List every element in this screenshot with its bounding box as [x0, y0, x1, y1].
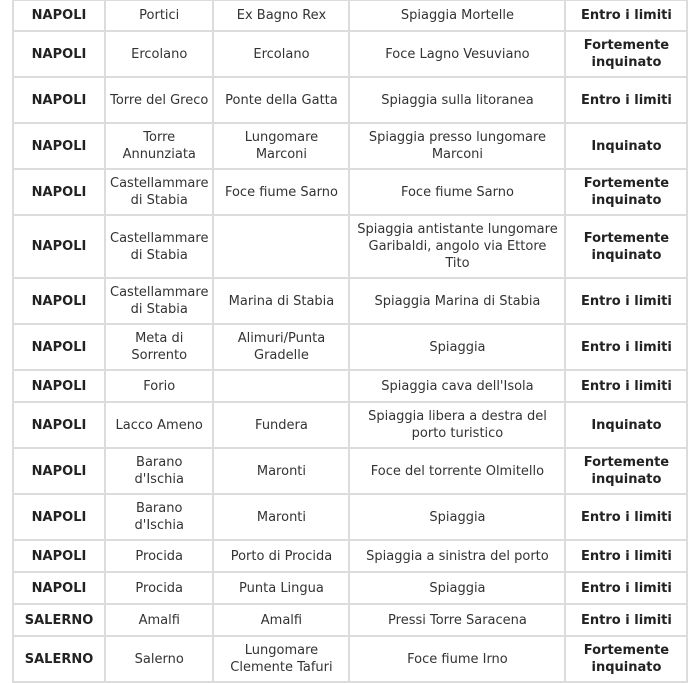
- cell-esito: Fortemente inquinato: [565, 636, 687, 682]
- cell-provincia: NAPOLI: [13, 402, 105, 448]
- cell-punto-prelievo: Spiaggia cava dell'Isola: [349, 370, 565, 402]
- table-row: [13, 448, 687, 494]
- cell-localita: Foce fiume Sarno: [213, 169, 349, 215]
- cell-localita: Ex Bagno Rex: [213, 0, 349, 31]
- cell-comune: Torre Annunziata: [105, 123, 213, 169]
- cell-localita: Maronti: [213, 494, 349, 540]
- cell-punto-prelievo: Spiaggia Mortelle: [349, 0, 565, 31]
- cell-localita: Lungomare Clemente Tafuri: [213, 636, 349, 682]
- cell-localita: Amalfi: [213, 604, 349, 636]
- cell-esito: Inquinato: [565, 123, 687, 169]
- cell-esito: Entro i limiti: [565, 0, 687, 31]
- table-row: [13, 77, 687, 123]
- cell-comune: Forio: [105, 370, 213, 402]
- cell-comune: Castellammare di Stabia: [105, 278, 213, 324]
- cell-comune: Meta di Sorrento: [105, 324, 213, 370]
- cell-comune: Salerno: [105, 636, 213, 682]
- cell-comune: Lacco Ameno: [105, 402, 213, 448]
- table-row: [13, 572, 687, 604]
- cell-punto-prelievo: Foce fiume Sarno: [349, 169, 565, 215]
- table-row: [13, 0, 687, 31]
- cell-esito: Entro i limiti: [565, 324, 687, 370]
- water-quality-table: [12, 0, 688, 683]
- cell-provincia: NAPOLI: [13, 77, 105, 123]
- table-row: [13, 123, 687, 169]
- cell-provincia: NAPOLI: [13, 123, 105, 169]
- cell-provincia: NAPOLI: [13, 0, 105, 31]
- cell-provincia: NAPOLI: [13, 324, 105, 370]
- cell-localita: Punta Lingua: [213, 572, 349, 604]
- table-row: [13, 278, 687, 324]
- table-row: [13, 370, 687, 402]
- cell-esito: Entro i limiti: [565, 494, 687, 540]
- cell-esito: Entro i limiti: [565, 540, 687, 572]
- cell-comune: Barano d'Ischia: [105, 494, 213, 540]
- cell-esito: Fortemente inquinato: [565, 169, 687, 215]
- cell-provincia: NAPOLI: [13, 31, 105, 77]
- cell-esito: Fortemente inquinato: [565, 448, 687, 494]
- cell-comune: Castellammare di Stabia: [105, 215, 213, 278]
- cell-comune: Castellammare di Stabia: [105, 169, 213, 215]
- table-row: [13, 494, 687, 540]
- cell-provincia: NAPOLI: [13, 540, 105, 572]
- cell-provincia: NAPOLI: [13, 572, 105, 604]
- table-row: [13, 540, 687, 572]
- cell-comune: Procida: [105, 572, 213, 604]
- cell-esito: Entro i limiti: [565, 370, 687, 402]
- table-row: [13, 324, 687, 370]
- cell-punto-prelievo: Spiaggia: [349, 324, 565, 370]
- table-row: [13, 604, 687, 636]
- cell-localita: [213, 370, 349, 402]
- cell-punto-prelievo: Spiaggia libera a destra del porto turistico: [349, 402, 565, 448]
- cell-punto-prelievo: Spiaggia a sinistra del porto: [349, 540, 565, 572]
- table-row: [13, 215, 687, 278]
- cell-esito: Entro i limiti: [565, 604, 687, 636]
- cell-punto-prelievo: Spiaggia: [349, 494, 565, 540]
- results-table-container: [12, 0, 688, 683]
- cell-provincia: NAPOLI: [13, 215, 105, 278]
- cell-esito: Inquinato: [565, 402, 687, 448]
- cell-esito: Fortemente inquinato: [565, 215, 687, 278]
- cell-localita: Marina di Stabia: [213, 278, 349, 324]
- cell-esito: Entro i limiti: [565, 77, 687, 123]
- cell-localita: Fundera: [213, 402, 349, 448]
- cell-provincia: SALERNO: [13, 604, 105, 636]
- cell-localita: [213, 215, 349, 278]
- cell-punto-prelievo: Foce fiume Irno: [349, 636, 565, 682]
- cell-localita: Porto di Procida: [213, 540, 349, 572]
- cell-comune: Amalfi: [105, 604, 213, 636]
- cell-localita: Ponte della Gatta: [213, 77, 349, 123]
- cell-comune: Portici: [105, 0, 213, 31]
- cell-esito: Entro i limiti: [565, 278, 687, 324]
- cell-provincia: SALERNO: [13, 636, 105, 682]
- cell-punto-prelievo: Pressi Torre Saracena: [349, 604, 565, 636]
- cell-localita: Alimuri/Punta Gradelle: [213, 324, 349, 370]
- cell-punto-prelievo: Foce del torrente Olmitello: [349, 448, 565, 494]
- cell-localita: Maronti: [213, 448, 349, 494]
- cell-comune: Ercolano: [105, 31, 213, 77]
- cell-esito: Entro i limiti: [565, 572, 687, 604]
- cell-comune: Torre del Greco: [105, 77, 213, 123]
- table-row: [13, 402, 687, 448]
- cell-provincia: NAPOLI: [13, 169, 105, 215]
- cell-provincia: NAPOLI: [13, 370, 105, 402]
- cell-punto-prelievo: Spiaggia presso lungomare Marconi: [349, 123, 565, 169]
- cell-esito: Fortemente inquinato: [565, 31, 687, 77]
- cell-punto-prelievo: Spiaggia Marina di Stabia: [349, 278, 565, 324]
- cell-punto-prelievo: Spiaggia antistante lungomare Garibaldi, angolo via Ettore Tito: [349, 215, 565, 278]
- cell-provincia: NAPOLI: [13, 278, 105, 324]
- table-row: [13, 31, 687, 77]
- cell-comune: Barano d'Ischia: [105, 448, 213, 494]
- cell-comune: Procida: [105, 540, 213, 572]
- cell-punto-prelievo: Foce Lagno Vesuviano: [349, 31, 565, 77]
- cell-provincia: NAPOLI: [13, 448, 105, 494]
- table-row: [13, 636, 687, 682]
- cell-localita: Ercolano: [213, 31, 349, 77]
- cell-punto-prelievo: Spiaggia sulla litoranea: [349, 77, 565, 123]
- table-row: [13, 169, 687, 215]
- cell-provincia: NAPOLI: [13, 494, 105, 540]
- cell-punto-prelievo: Spiaggia: [349, 572, 565, 604]
- cell-localita: Lungomare Marconi: [213, 123, 349, 169]
